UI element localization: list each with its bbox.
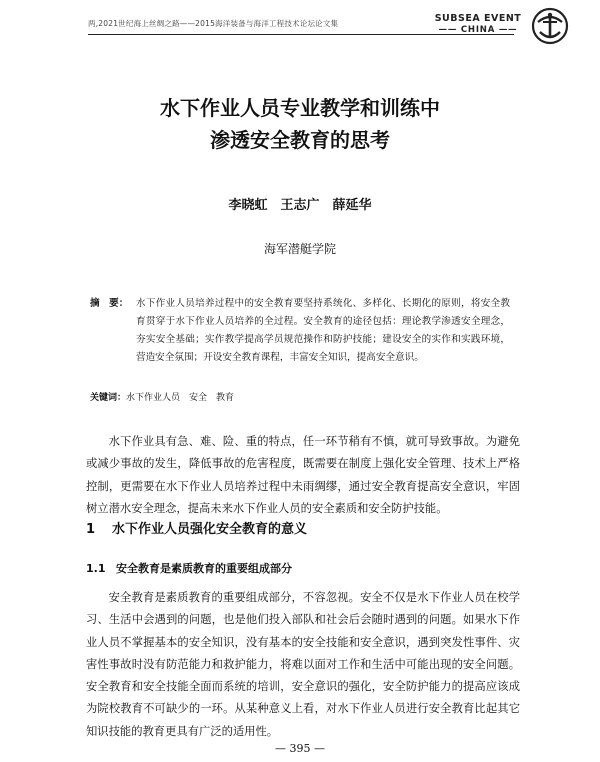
keywords bbox=[90, 390, 234, 403]
abstract-text: 水下作业人员培养过程中的安全教育要坚持系统化、多样化、长期化的原则，将安全教育贯穿于水下作业人员培养的全过程。安全教育的途径包括：理论教学渗透安全理念，夯实安全基础；实作教学提高学员规范操作和防护技能；建设安全的实作和实践环境，营造安全氛围；开设安全教育课程，丰富安全知识，提高安全意识。 bbox=[136, 298, 510, 363]
logo-line1: SUBSEA EVENT bbox=[434, 13, 522, 24]
title-line1: 水下作业人员专业教学和训练中 bbox=[160, 96, 440, 120]
conference-logo-text bbox=[428, 13, 528, 35]
subsection-number: 1.1 bbox=[86, 562, 106, 575]
abstract bbox=[90, 295, 510, 367]
authors: 李晓虹 王志广 薛延华 bbox=[228, 198, 372, 213]
section-number: 1 bbox=[86, 522, 96, 537]
abstract-label: 摘 要： bbox=[90, 298, 129, 309]
subsection-heading bbox=[86, 560, 292, 576]
keywords-label: 关键词： bbox=[90, 393, 127, 403]
running-head: 两,2021世纪海上丝绸之路——2015海洋装备与海洋工程技术论坛论文集 bbox=[88, 19, 339, 28]
page-number: — 395 — bbox=[275, 742, 325, 755]
title-line2: 渗透安全教育的思考 bbox=[210, 128, 390, 152]
section-heading bbox=[86, 518, 307, 537]
anchor-emblem-icon bbox=[530, 6, 570, 46]
keywords-text: 水下作业人员 安全 教育 bbox=[126, 393, 235, 403]
subsection-title: 安全教育是素质教育的重要组成部分 bbox=[116, 562, 292, 575]
body-paragraph: 安全教育是素质教育的重要组成部分，不容忽视。安全不仅是水下作业人员在校学习、生活中会遇到的问题，也是他们投入部队和社会后会随时遇到的问题。如果水下作业人员不掌握基本的安全知识，没有基本的安全技能和安全意识，遇到突发性事件、灾害性事故时没有防范能力和救护能力，将难以面对工作和生活中可能出现的安全问题。安全教育和安全技能全面而系统的培训，安全意识的强化，安全防护能力的提高应该成为院校教育不可缺少的一环。从某种意义上看，对水下作业人员进行安全教育比起其它知识技能的教育更具有广泛的适用性。 bbox=[86, 591, 520, 738]
affiliation: 海军潜艇学院 bbox=[263, 242, 336, 256]
logo-line2: —— CHINA —— bbox=[438, 25, 518, 35]
section-title: 水下作业人员强化安全教育的意义 bbox=[112, 522, 308, 537]
intro-paragraph: 水下作业具有急、难、险、重的特点，任一环节稍有不慎，就可导致事故。为避免或减少事故的发生，降低事故的危害程度，既需要在制度上强化安全管理、技术上严格控制，更需要在水下作业人员培养过程中未雨绸缪，通过安全教育提高安全意识，牢固树立潜水安全理念，提高未来水下作业人员的安全素质和安全防护技能。 bbox=[86, 435, 520, 515]
